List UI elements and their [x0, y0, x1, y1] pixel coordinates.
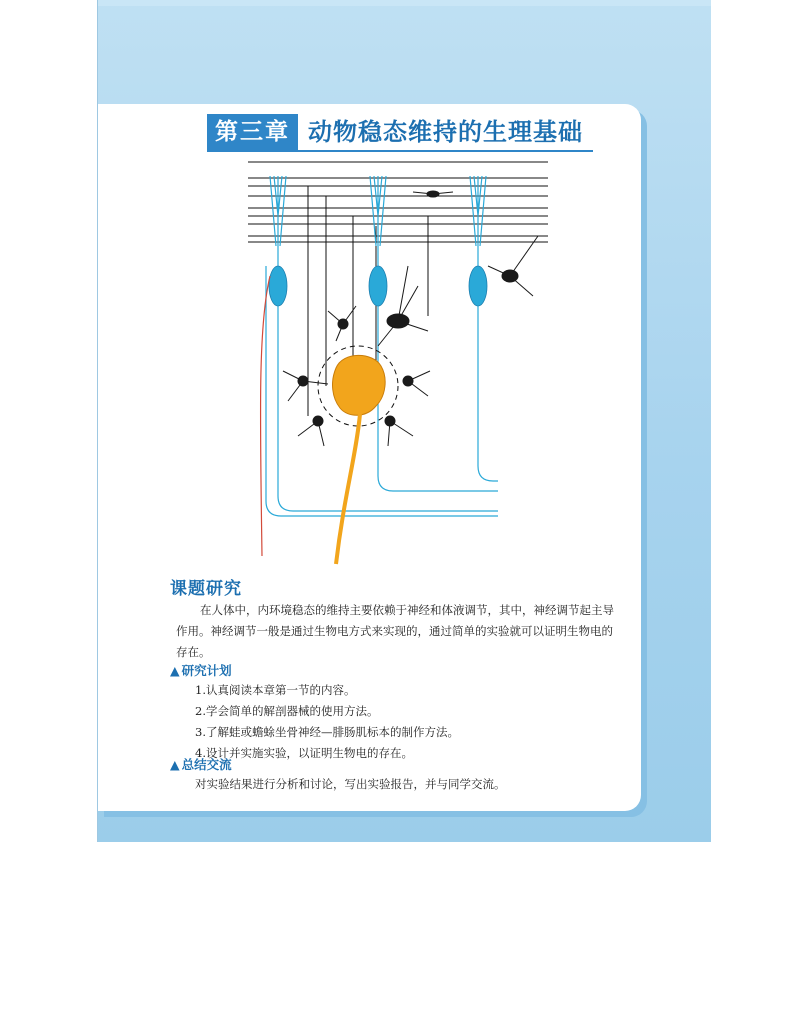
plan-item: 1.认真阅读本章第一节的内容。 — [195, 683, 356, 697]
plan-heading — [170, 661, 232, 679]
summary-text: 对实验结果进行分析和讨论，写出实验报告，并与同学交流。 — [195, 777, 506, 791]
neuron-illustration — [248, 156, 558, 566]
summary-heading-label: 总结交流 — [181, 757, 232, 772]
plan-item: 2.学会简单的解剖器械的使用方法。 — [195, 704, 379, 718]
scanned-page — [97, 0, 711, 842]
chapter-title: 动物稳态维持的生理基础 — [308, 117, 583, 146]
plan-list — [195, 680, 459, 764]
plan-heading-label: 研究计划 — [181, 663, 232, 678]
summary-heading — [170, 755, 232, 773]
intro-paragraph: 在人体中，内环境稳态的维持主要依赖于神经和体液调节，其中，神经调节起主导作用。神经调节一般是通过生物电方式来实现的，通过简单的实验就可以证明生物电的存在。 — [176, 603, 614, 659]
top-band — [98, 0, 711, 6]
plan-item: 3.了解蛙或蟾蜍坐骨神经—腓肠肌标本的制作方法。 — [195, 725, 459, 739]
chapter-number: 第三章 — [207, 114, 298, 150]
plan-item: 4.设计并实施实验，以证明生物电的存在。 — [195, 746, 413, 760]
chapter-card — [98, 104, 641, 811]
title-underline — [207, 150, 593, 152]
triangle-marker-icon: ▲ — [170, 757, 180, 772]
triangle-marker-icon: ▲ — [170, 663, 180, 678]
section-heading: 课题研究 — [170, 579, 242, 599]
